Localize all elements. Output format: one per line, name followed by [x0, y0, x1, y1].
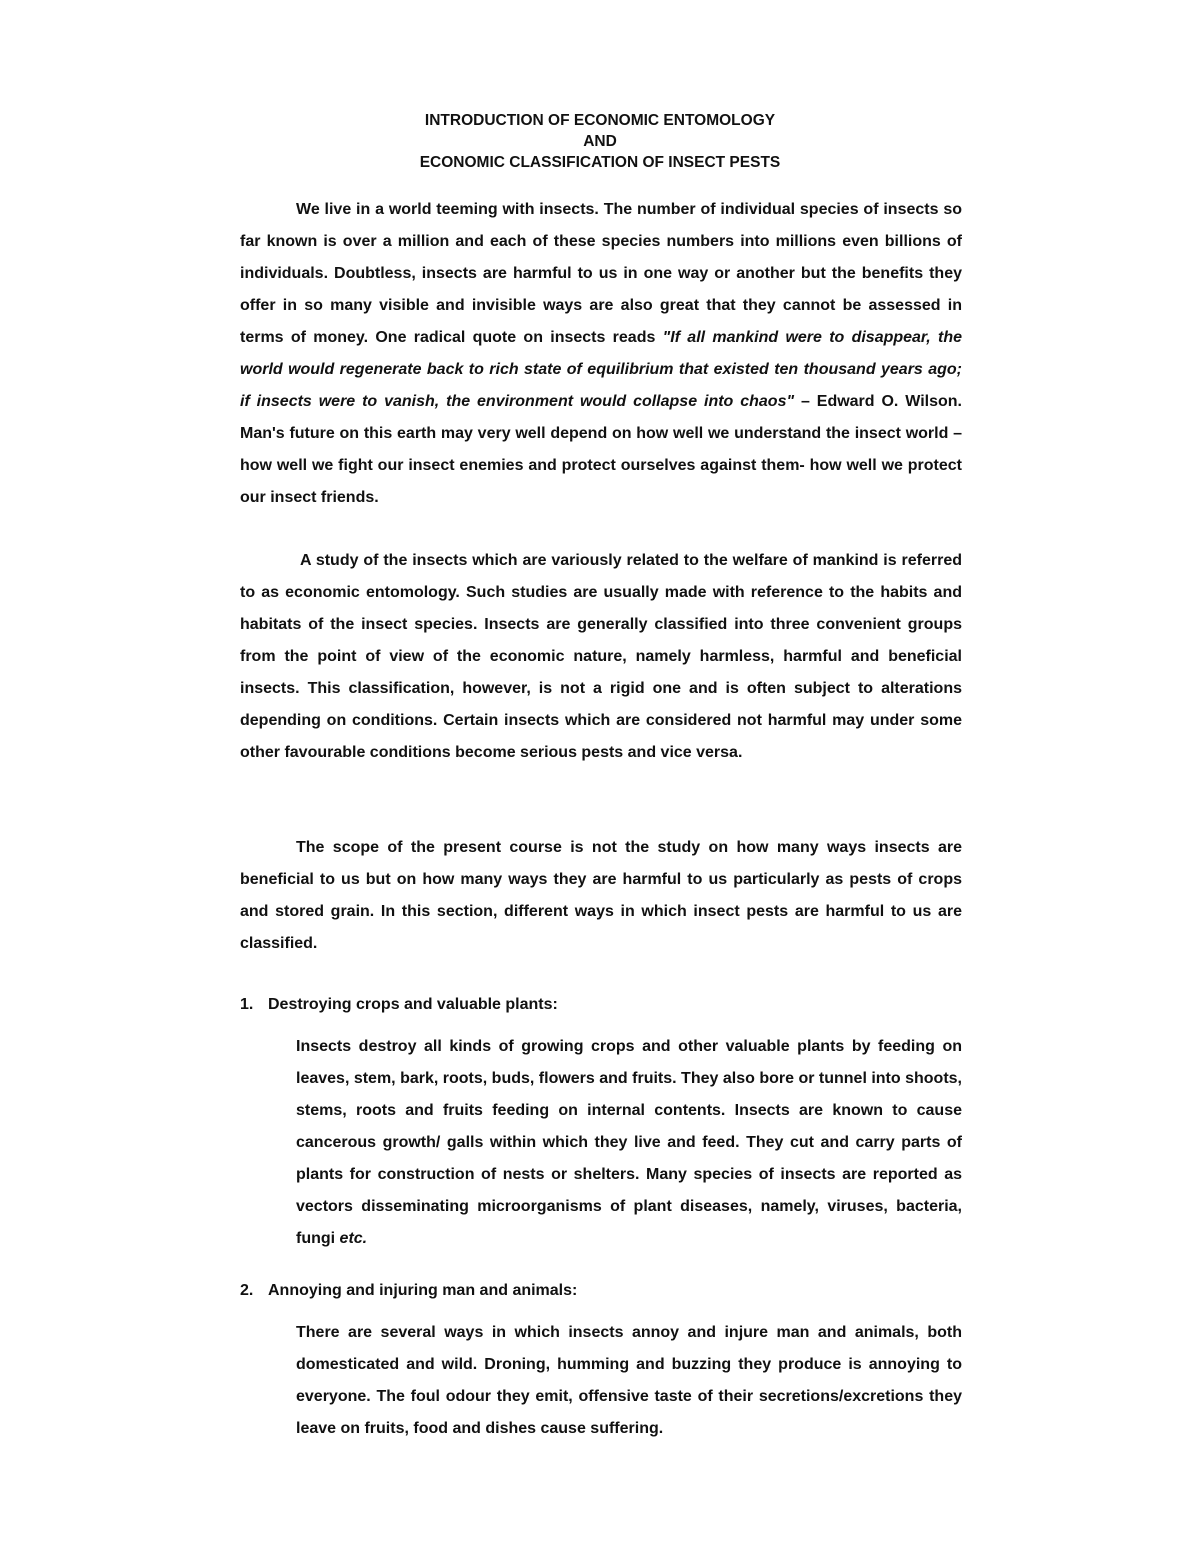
section-2-body — [296, 1317, 962, 1445]
section-2-title: Annoying and injuring man and animals: — [268, 1282, 578, 1299]
section-2-heading — [240, 1280, 962, 1302]
course-scope-paragraph — [240, 832, 962, 960]
section-1-heading — [240, 994, 962, 1016]
paragraph-2-text: A study of the insects which are variously related to the welfare of mankind is referred to as economic entomology. Such studies are usually made with reference to the habits and habitats of the insect species. Insects are generally classified into three convenient groups from the point of view of the economic nature, namely harmless, harmful and beneficial insects. This classification, however, is not a rigid one and is often subject to alterations depending on conditions. Certain insects which are considered not harmful may under some other favourable conditions become serious pests and vice versa. — [240, 552, 962, 761]
section-1-text: Insects destroy all kinds of growing crops and other valuable plants by feeding on leaves, stem, bark, roots, buds, flowers and fruits. They also bore or tunnel into shoots, stems, roots and fruits feeding on internal contents. Insects are known to cause cancerous growth/ galls within which they live and feed. They cut and carry parts of plants for construction of nests or shelters. Many species of insects are reported as vectors disseminating microorganisms of plant diseases, namely, viruses, bacteria, fungi — [296, 1038, 962, 1247]
section-1-number: 1. — [240, 996, 254, 1013]
section-1-title: Destroying crops and valuable plants: — [268, 996, 558, 1013]
title-line-2: AND — [583, 133, 617, 150]
section-1-etc: etc. — [339, 1230, 368, 1247]
economic-entomology-paragraph — [240, 545, 962, 769]
title-line-3: ECONOMIC CLASSIFICATION OF INSECT PESTS — [419, 154, 781, 171]
section-2-text: There are several ways in which insects annoy and injure man and animals, both domesticated and wild. Droning, humming and buzzing they produce is annoying to everyone. The foul odour they emit, offensive taste of their secretions/excretions they leave on fruits, food and dishes cause suffering. — [296, 1324, 962, 1437]
intro-text-part-1: We live in a world teeming with insects. The number of individual species of insects so far known is over a million and each of these species numbers into millions even billions of individuals. Doubtless, insects are harmful to us in one way or another but the benefits they offer in so many visible and invisible ways are also great that they cannot be assessed in terms of money. One radical quote on insects reads — [240, 201, 962, 346]
title-line-1: INTRODUCTION OF ECONOMIC ENTOMOLOGY — [424, 112, 776, 129]
section-1-body — [296, 1031, 962, 1255]
wilson-quote: "If all mankind were to disappear, the world would regenerate back to rich state of equilibrium that existed ten thousand years ago; if insects were to vanish, the environment would collapse into chaos" — [240, 329, 963, 410]
document-title — [0, 110, 1200, 173]
intro-paragraph — [240, 194, 962, 514]
paragraph-3-text: The scope of the present course is not the study on how many ways insects are beneficial to us but on how many ways they are harmful to us particularly as pests of crops and stored grain. In this section, different ways in which insect pests are harmful to us are classified. — [240, 839, 962, 952]
section-2-number: 2. — [240, 1282, 254, 1299]
intro-text-part-2: – Edward O. Wilson. Man's future on this earth may very well depend on how well we understand the insect world – how well we fight our insect enemies and protect ourselves against them- how well we protect our insect friends. — [240, 393, 962, 506]
